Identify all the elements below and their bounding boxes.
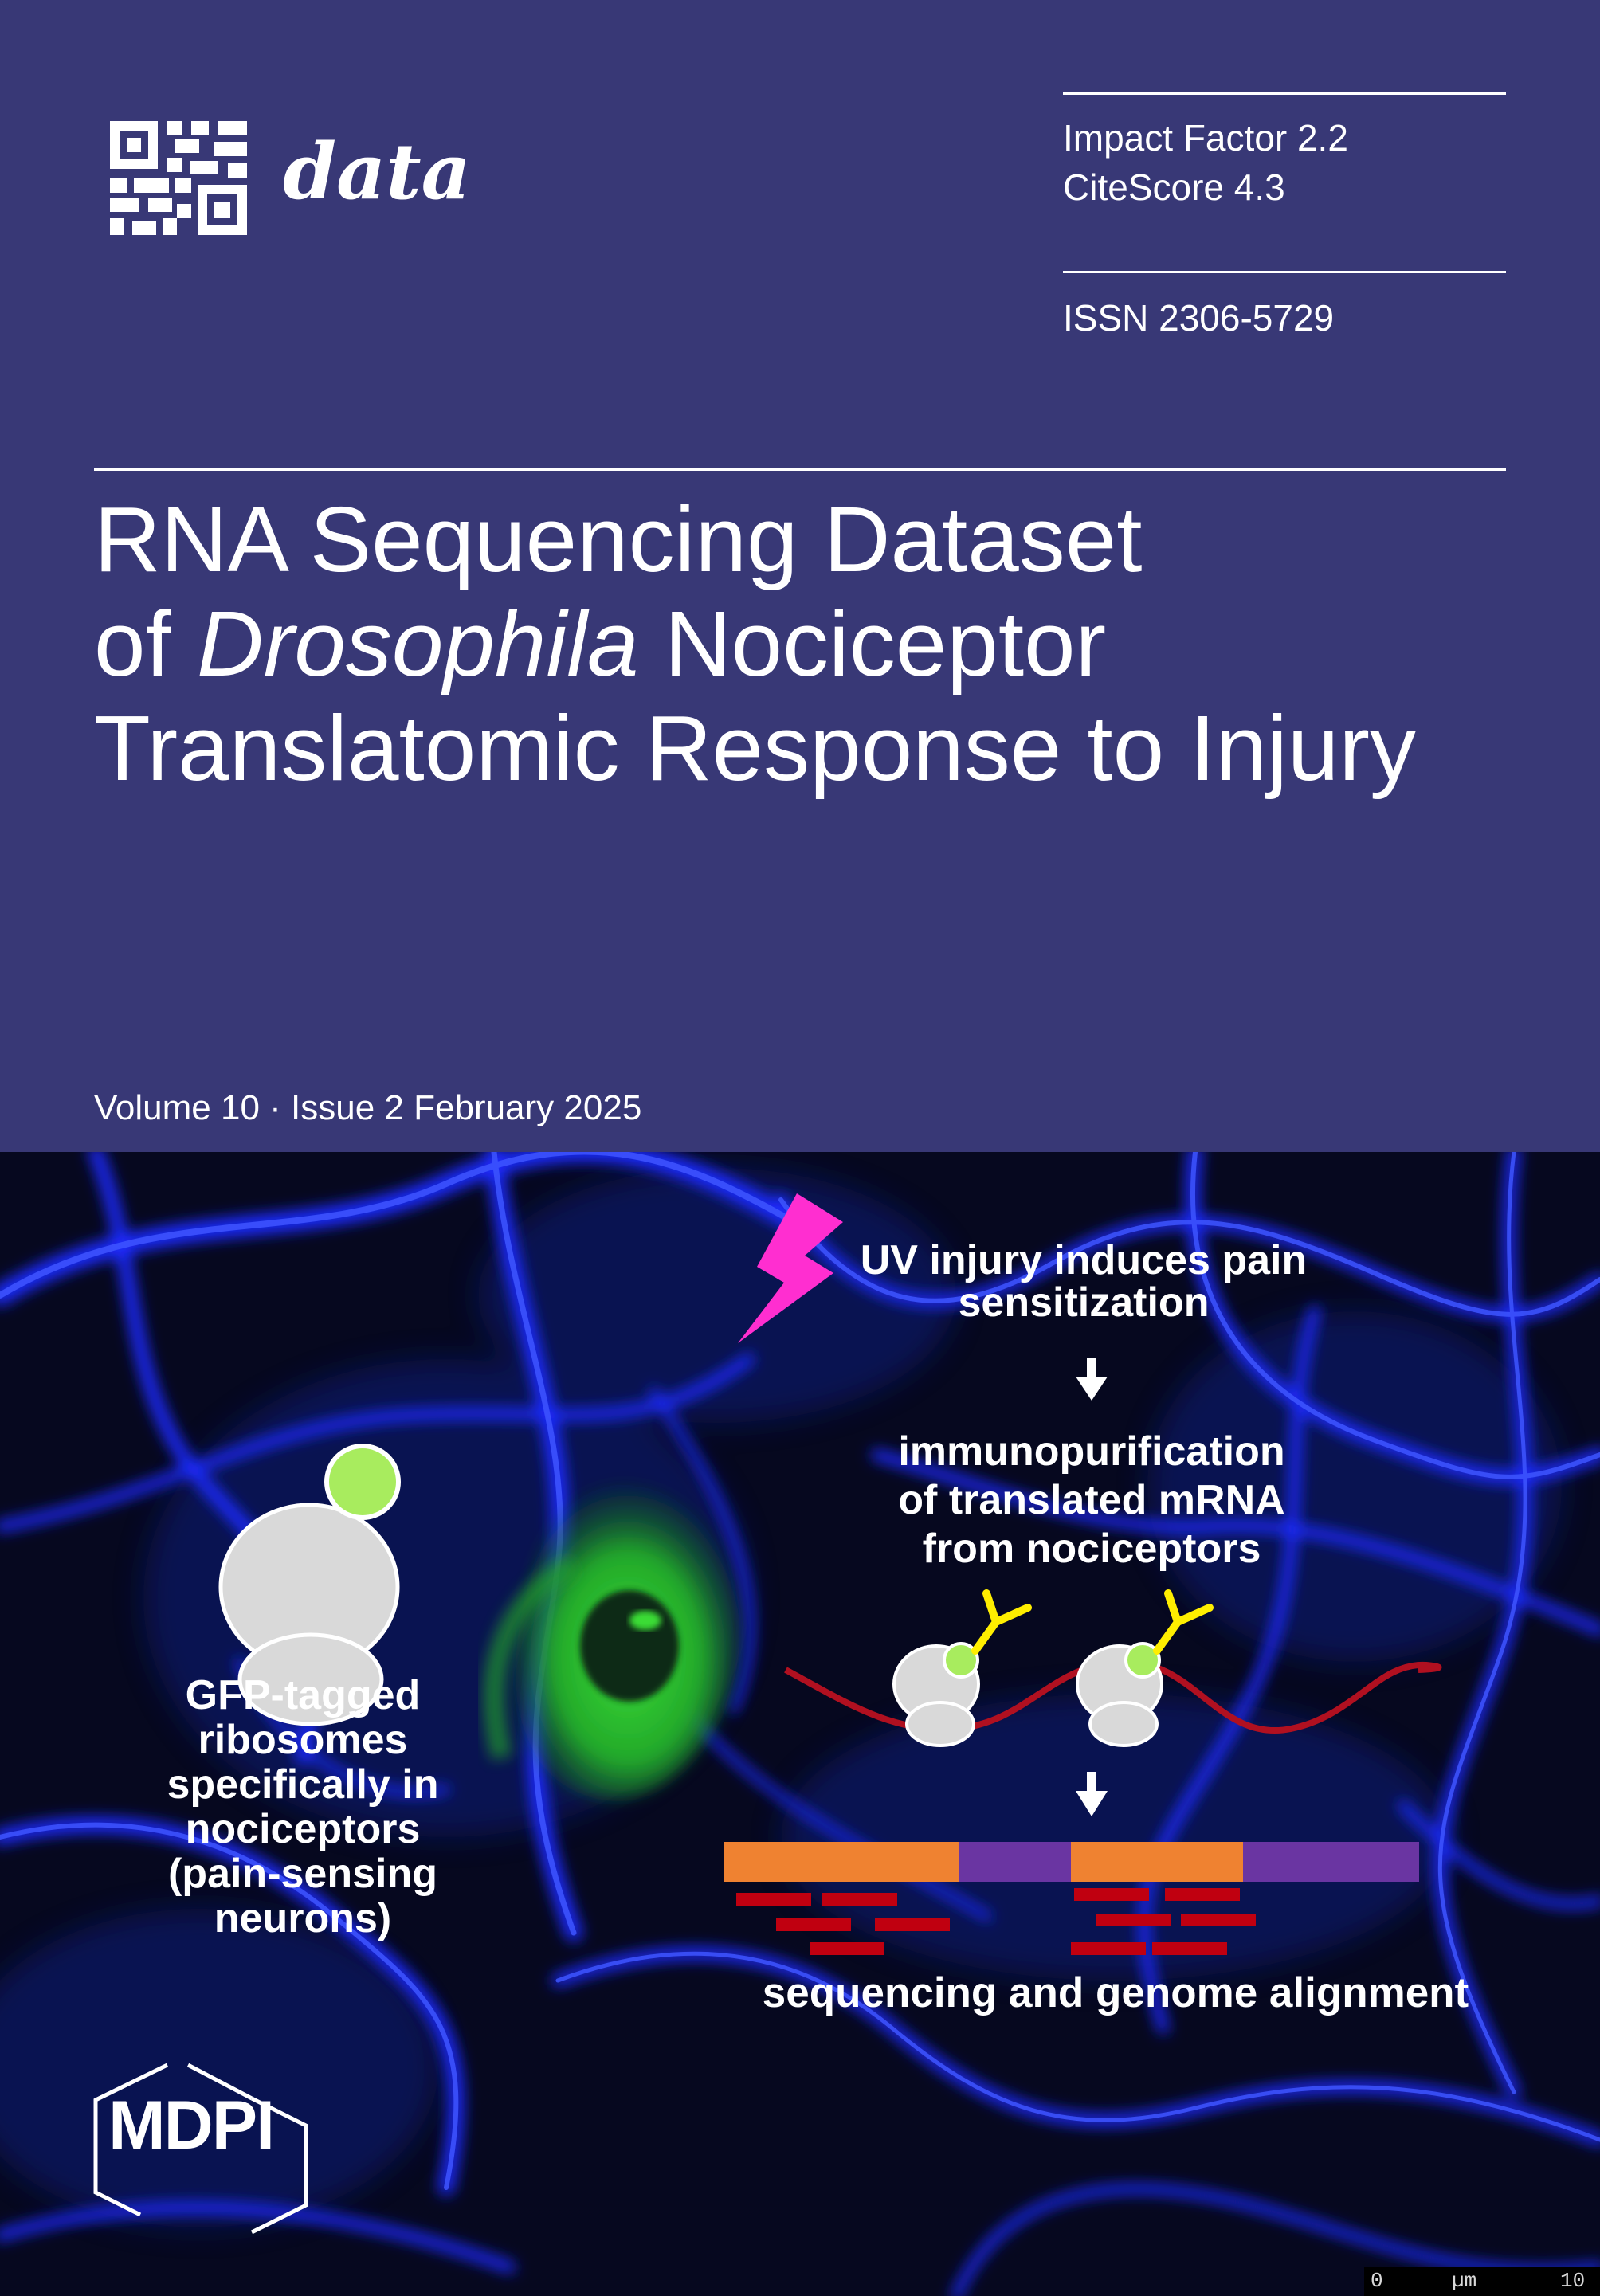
genome-track	[724, 1842, 1419, 1882]
sequencing-reads	[736, 1888, 1256, 1955]
antibody-icon	[1157, 1593, 1210, 1651]
ribosome-icon	[894, 1593, 1028, 1746]
scale-bar-start: 0	[1371, 2269, 1383, 2293]
issue-info: Volume 10 · Issue 2 February 2025	[94, 1088, 642, 1127]
gfp-ribosome-label: GFP-tagged ribosomes specifically in nociceptors (pain-sensing neurons)	[167, 1672, 439, 1941]
antibody-icon	[975, 1593, 1028, 1651]
species-name: Drosophila	[196, 592, 639, 695]
journal-name: data	[283, 127, 471, 217]
uv-injury-label: UV injury induces pain sensitization	[860, 1237, 1308, 1326]
divider	[1063, 271, 1506, 273]
immunopurification-label: immunopurification of translated mRNA from nociceptors	[898, 1428, 1285, 1572]
issn: ISSN 2306-5729	[1063, 297, 1335, 339]
divider	[94, 468, 1506, 471]
article-title	[94, 488, 1560, 801]
journal-logo-icon	[110, 121, 247, 235]
title-line: Translatomic Response to Injury	[94, 696, 1417, 800]
title-line: of Drosophila Nociceptor	[94, 592, 1107, 695]
sequencing-label: sequencing and genome alignment	[762, 1969, 1469, 2016]
divider	[1063, 92, 1506, 95]
title-line: RNA Sequencing Dataset	[94, 488, 1143, 591]
ribosome-icon	[1077, 1593, 1210, 1746]
down-arrow-icon	[1076, 1358, 1108, 1401]
impact-factor: Impact Factor 2.2	[1063, 117, 1348, 159]
down-arrow-icon	[1076, 1772, 1108, 1816]
scale-bar	[1364, 2267, 1600, 2296]
scale-bar-end: 10	[1560, 2269, 1586, 2293]
citescore: CiteScore 4.3	[1063, 167, 1285, 208]
cover-image	[0, 1152, 1600, 2296]
scale-bar-unit: µm	[1452, 2269, 1477, 2293]
publisher-logo: MDPI	[108, 2087, 273, 2164]
lightning-icon	[738, 1193, 843, 1343]
